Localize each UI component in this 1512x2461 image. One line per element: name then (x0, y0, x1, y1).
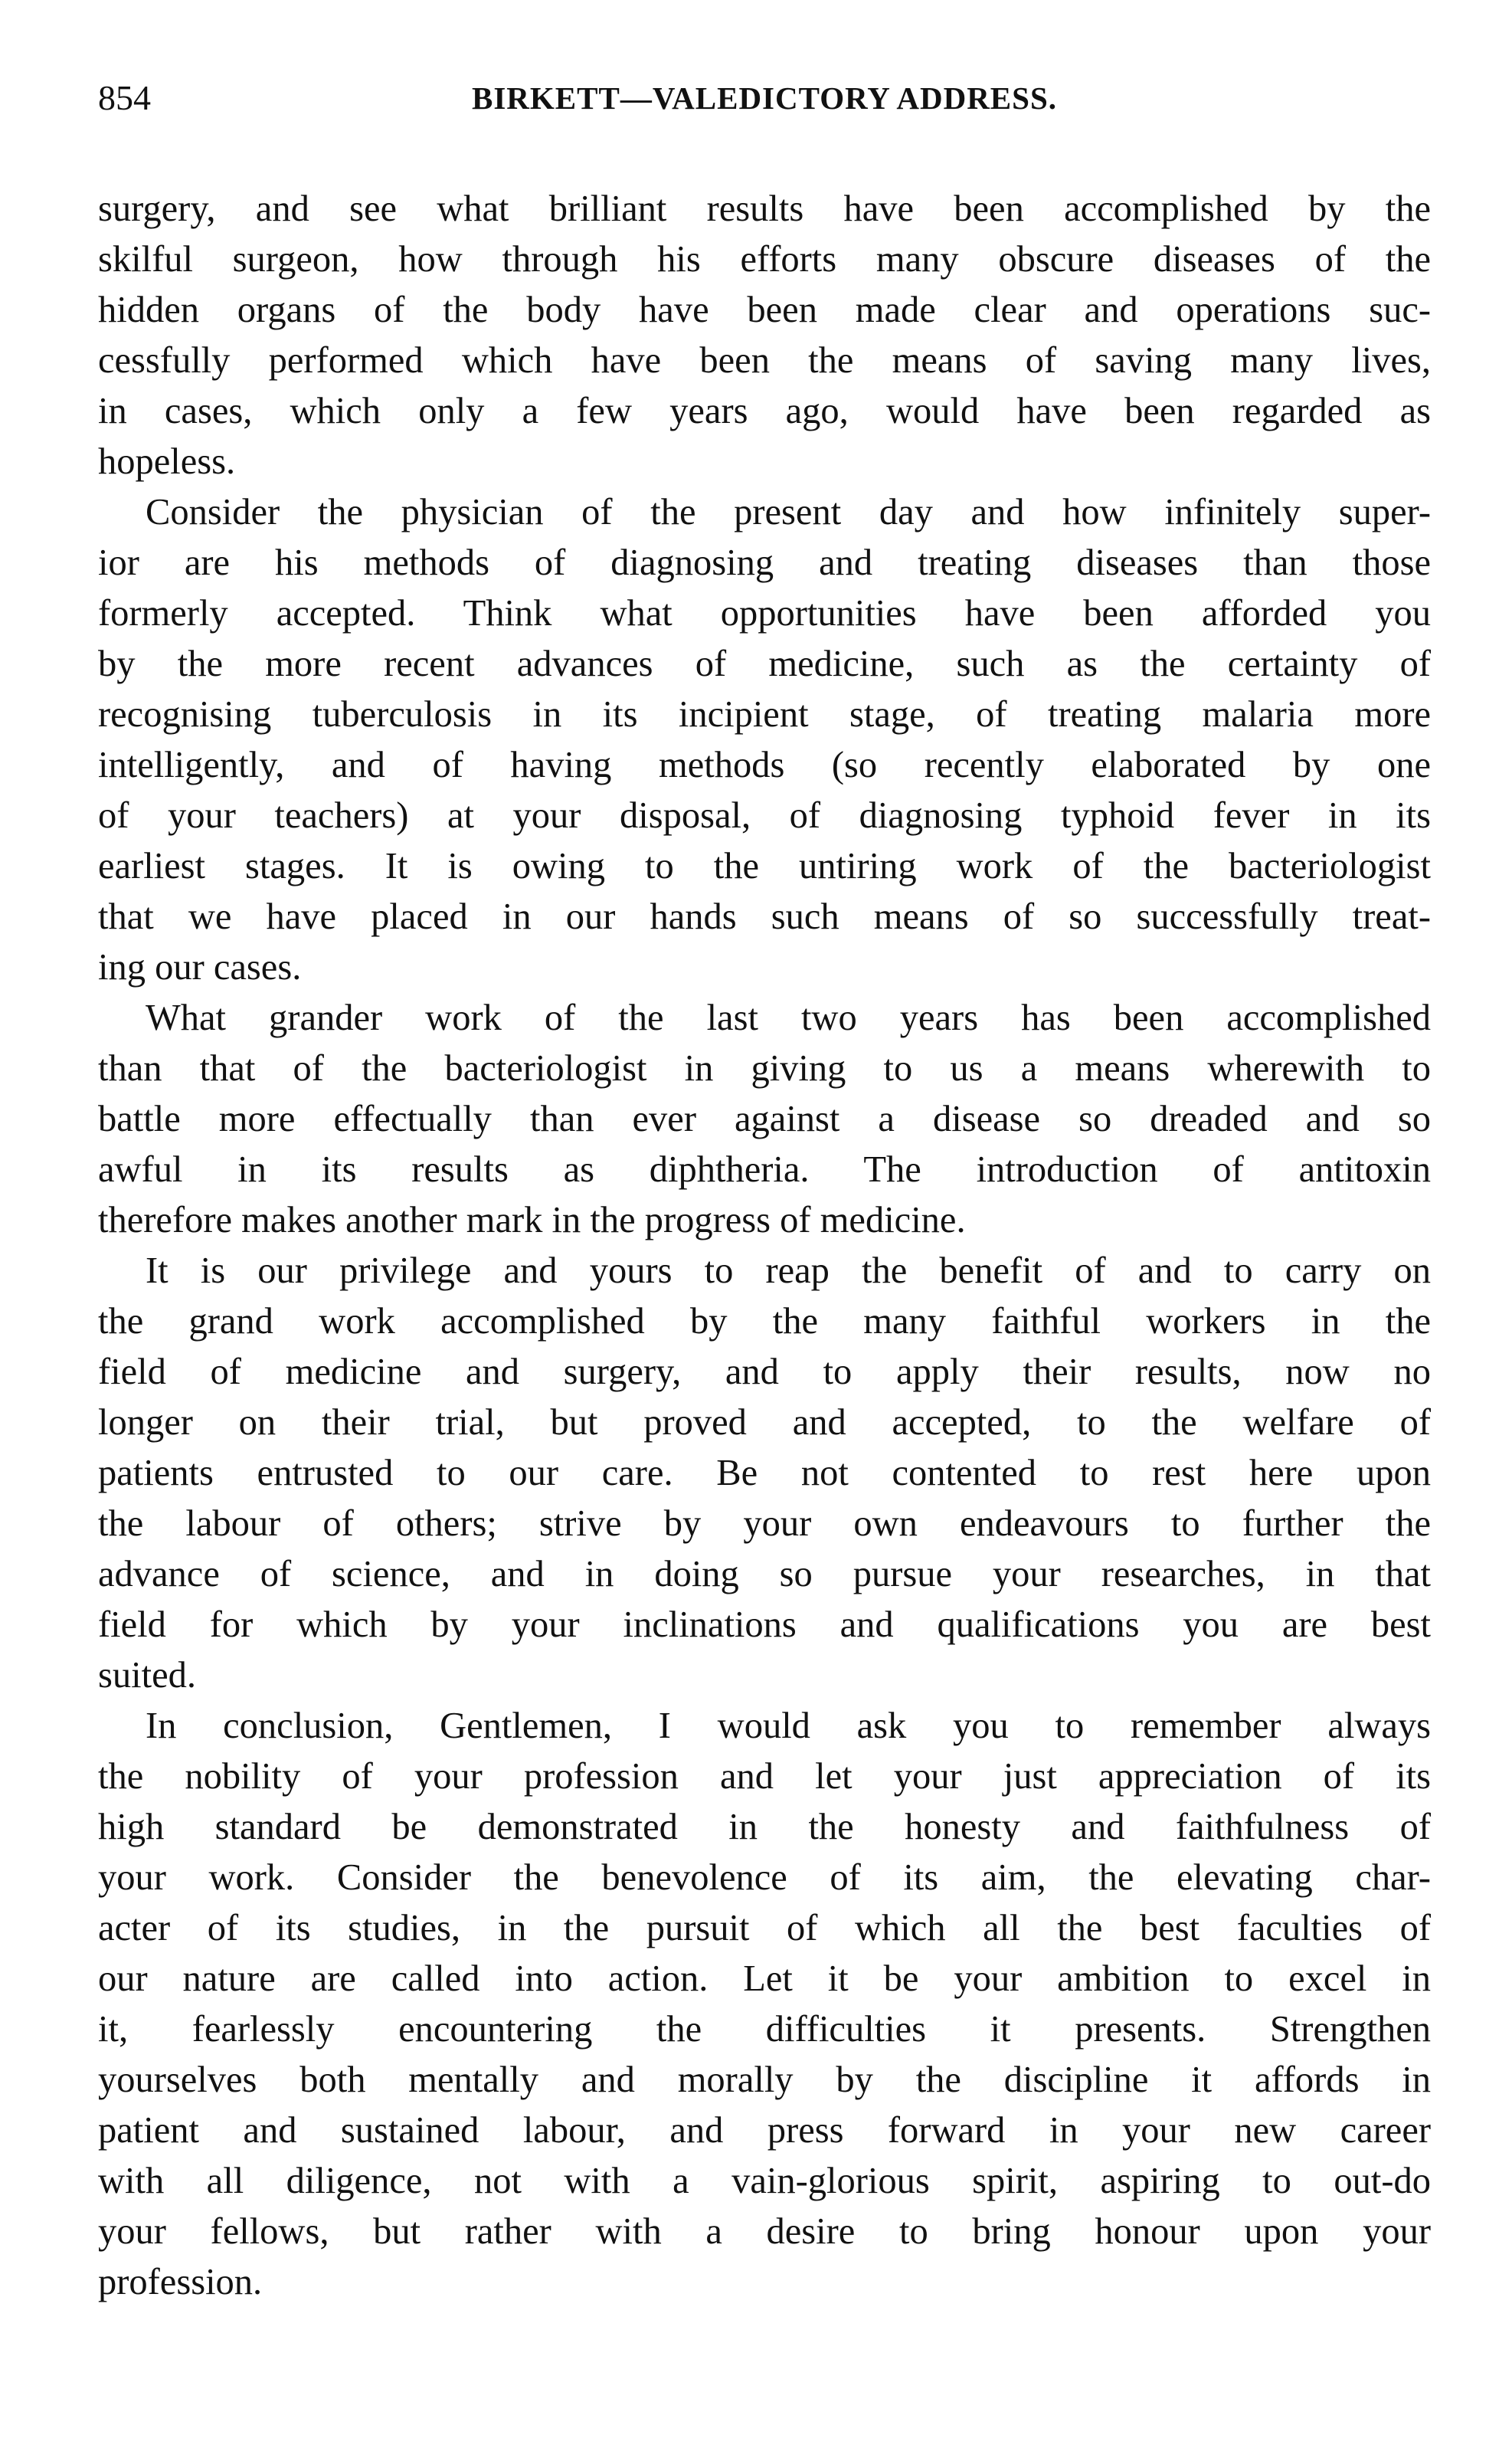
text-line: therefore makes another mark in the progress of medicine. (98, 1200, 966, 1240)
text-line: the nobility of your profession and let your just appreciation of its (98, 1756, 1431, 1797)
text-line: our nature are called into action. Let it be your ambition to excel in (98, 1958, 1431, 1999)
text-line: in cases, which only a few years ago, would have been regarded as (98, 391, 1431, 431)
text-line: acter of its studies, in the pursuit of which all the best faculties of (98, 1908, 1431, 1948)
paragraph-5 (98, 1701, 1431, 2308)
text-line: than that of the bacteriologist in giving to us a means wherewith to (98, 1048, 1431, 1089)
paragraph-2 (98, 487, 1431, 993)
text-line: patient and sustained labour, and press forward in your new career (98, 2110, 1431, 2151)
text-line: cessfully performed which have been the means of saving many lives, (98, 340, 1431, 381)
text-line: with all diligence, not with a vain-glorious spirit, aspiring to out-do (98, 2161, 1431, 2201)
text-line: awful in its results as diphtheria. The introduction of antitoxin (98, 1149, 1431, 1190)
text-line: advance of science, and in doing so pursue your researches, in that (98, 1554, 1431, 1594)
running-head: BIRKETT—VALEDICTORY ADDRESS. (471, 80, 1058, 116)
text-line: ior are his methods of diagnosing and treating diseases than those (98, 542, 1431, 583)
text-line: recognising tuberculosis in its incipient stage, of treating malaria more (98, 694, 1431, 735)
body-text (98, 184, 1431, 2308)
text-line: high standard be demonstrated in the honesty and faithfulness of (98, 1807, 1431, 1847)
text-line: of your teachers) at your disposal, of diagnosing typhoid fever in its (98, 795, 1431, 836)
text-line: yourselves both mentally and morally by the discipline it affords in (98, 2060, 1431, 2100)
text-line: your work. Consider the benevolence of its aim, the elevating char- (98, 1857, 1431, 1898)
text-line: formerly accepted. Think what opportunities have been afforded you (98, 593, 1431, 634)
text-line: longer on their trial, but proved and accepted, to the welfare of (98, 1402, 1431, 1443)
paragraph-4 (98, 1246, 1431, 1701)
text-line: it, fearlessly encountering the difficulties it presents. Strengthen (98, 2009, 1431, 2050)
text-line: profession. (98, 2262, 263, 2302)
text-line: It is our privilege and yours to reap the benefit of and to carry on (146, 1250, 1431, 1291)
text-line: What grander work of the last two years has been accomplished (146, 998, 1431, 1038)
text-line: ing our cases. (98, 947, 302, 988)
text-line: patients entrusted to our care. Be not contented to rest here upon (98, 1453, 1431, 1493)
text-line: the labour of others; strive by your own endeavours to further the (98, 1503, 1431, 1544)
text-line: that we have placed in our hands such means of so successfully treat- (98, 896, 1431, 937)
text-line: Consider the physician of the present day and how infinitely super- (146, 492, 1431, 533)
text-line: the grand work accomplished by the many faithful workers in the (98, 1301, 1431, 1342)
text-line: earliest stages. It is owing to the untiring work of the bacteriologist (98, 846, 1431, 886)
text-line: field of medicine and surgery, and to apply their results, now no (98, 1352, 1431, 1392)
text-line: battle more effectually than ever against a disease so dreaded and so (98, 1099, 1431, 1139)
page-header (98, 67, 1431, 129)
text-line: In conclusion, Gentlemen, I would ask you to remember always (146, 1706, 1431, 1746)
text-line: your fellows, but rather with a desire to bring honour upon your (98, 2211, 1431, 2252)
text-line: skilful surgeon, how through his efforts many obscure diseases of the (98, 239, 1431, 280)
text-line: intelligently, and of having methods (so recently elaborated by one (98, 745, 1431, 785)
text-line: field for which by your inclinations and qualifications you are best (98, 1604, 1431, 1645)
paragraph-3 (98, 993, 1431, 1246)
paragraph-1 (98, 184, 1431, 487)
page-number: 854 (98, 78, 151, 117)
text-line: hopeless. (98, 441, 236, 482)
text-line: by the more recent advances of medicine, such as the certainty of (98, 644, 1431, 684)
text-line: surgery, and see what brilliant results have been accomplished by the (98, 188, 1431, 229)
text-line: suited. (98, 1655, 196, 1696)
document-page (98, 67, 1431, 2308)
text-line: hidden organs of the body have been made clear and operations suc- (98, 290, 1431, 330)
